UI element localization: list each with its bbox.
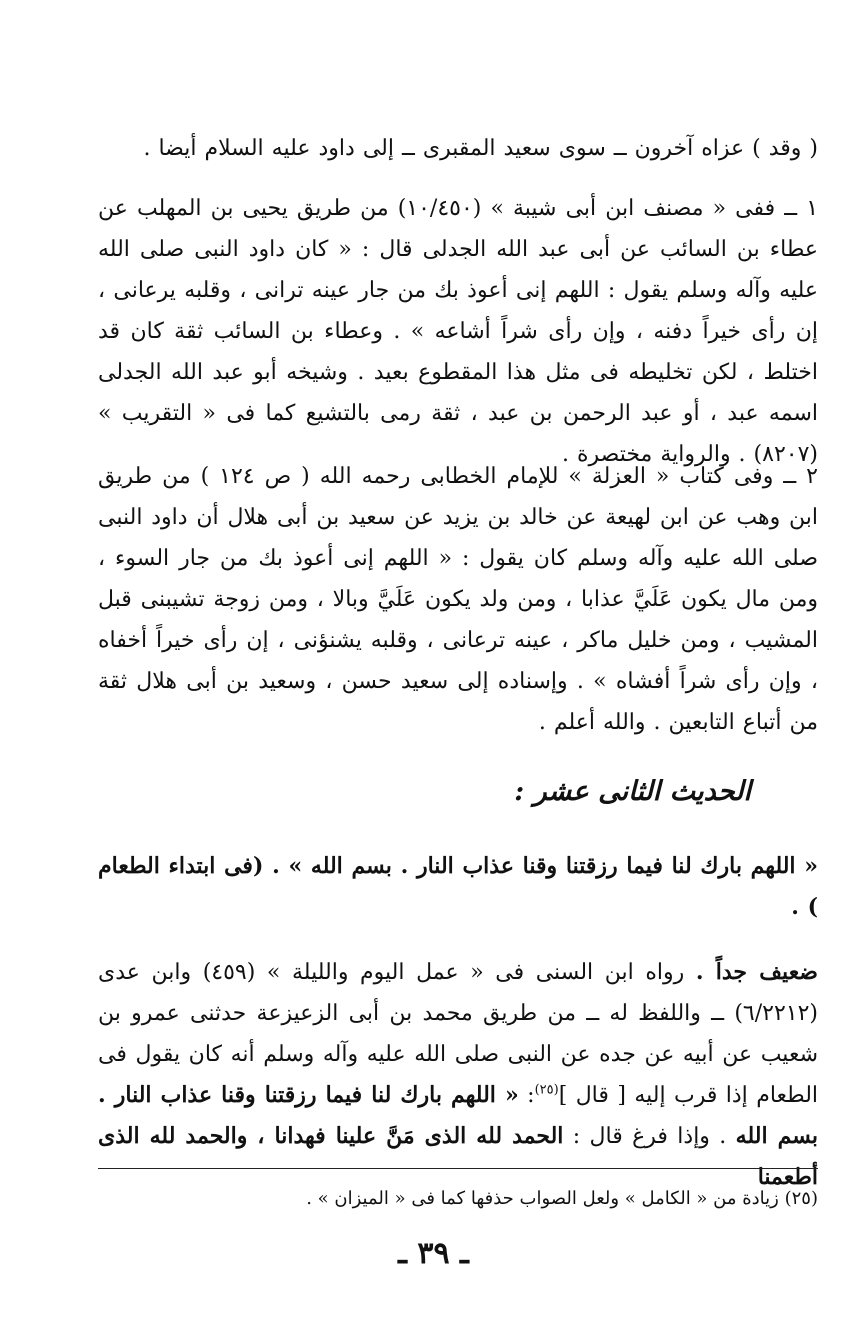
paragraph-2: ٢ ــ وفى كتاب « العزلة » للإمام الخطابى رحمه الله ( ص ١٢٤ ) من طريق ابن وهب عن ابن لهيعة عن خالد بن يزيد عن سعيد بن أبى هلال أن داود النبى صلى الله عليه وآله وسلم كان يقول : « اللهم إنى أعوذ بك من جار السوء ، ومن مال يكون عَلَيَّ عذابا ، ومن ولد يكون عَلَيَّ وبالا ، ومن زوجة تشيبنى قبل المشيب ، ومن خليل ماكر ، عينه ترعانى ، وقلبه يشنؤنى ، إن رأى خيراً أخفاه ، وإن رأى شراً أفشاه » . وإسناده إلى سعيد حسن ، وسعيد بن أبى هلال ثقة من أتباع التابعين . والله أعلم .: [98, 464, 818, 735]
paragraph-1: ١ ــ ففى « مصنف ابن أبى شيبة » (١٠/٤٥٠) من طريق يحيى بن المهلب عن عطاء بن السائب عن أبى عبد الله الجدلى قال : « كان داود النبى صلى الله عليه وآله وسلم يقول : اللهم إنى أعوذ بك من جار عينه ترانى ، وقلبه يرعانى ، إن رأى خيراً دفنه ، وإن رأى شراً أشاعه » . وعطاء بن السائب ثقة كان قد اختلط ، لكن تخليطه فى مثل هذا المقطوع بعيد . وشيخه أبو عبد الله الجدلى اسمه عبد ، أو عبد الرحمن بن عبد ، ثقة رمى بالتشيع كما فى « التقريب » (٨٢٠٧) . والرواية مختصرة .: [98, 196, 819, 467]
hadith-grade: ضعيف جداً .: [695, 959, 818, 985]
paragraph-3: [98, 952, 818, 1198]
narration-text-end: . وإذا فرغ قال :: [563, 1124, 736, 1149]
narration-colon: :: [518, 1083, 535, 1108]
page-number: ـ ٣٩ ـ: [398, 1236, 469, 1271]
footnote: (٢٥) زيادة من « الكامل » ولعل الصواب حذفها كما فى « الميزان » .: [306, 1188, 818, 1209]
intro-paragraph: ( وقد ) عزاه آخرون ــ سوى سعيد المقبرى ــ إلى داود عليه السلام أيضا .: [143, 136, 818, 161]
footnote-reference[interactable]: (٢٥): [534, 1082, 559, 1098]
hadith-quote-begin: « اللهم بارك لنا فيما رزقتنا وقنا عذاب النار . بسم الله: [98, 1082, 818, 1149]
hadith-quote-end: الحمد لله الذى مَنَّ علينا فهدانا ، والحمد لله الذى أطعمنا: [98, 1123, 818, 1190]
footnote-divider: [98, 1168, 818, 1169]
narration-text: رواه ابن السنى فى « عمل اليوم والليلة » (٤٥٩) وابن عدى (٦/٢٢١٢) ــ واللفظ له ــ من طريق محمد بن أبى الزعيزعة حدثنى عمرو بن شعيب عن أبيه عن جده عن النبى صلى الله عليه وآله وسلم أنه كان يقول فى الطعام إذا قرب إليه [ قال ]: [98, 960, 819, 1108]
section-heading: الحديث الثانى عشر :: [514, 776, 751, 807]
hadith-text: « اللهم بارك لنا فيما رزقتنا وقنا عذاب النار . بسم الله » . (فى ابتداء الطعام ) .: [98, 853, 818, 920]
